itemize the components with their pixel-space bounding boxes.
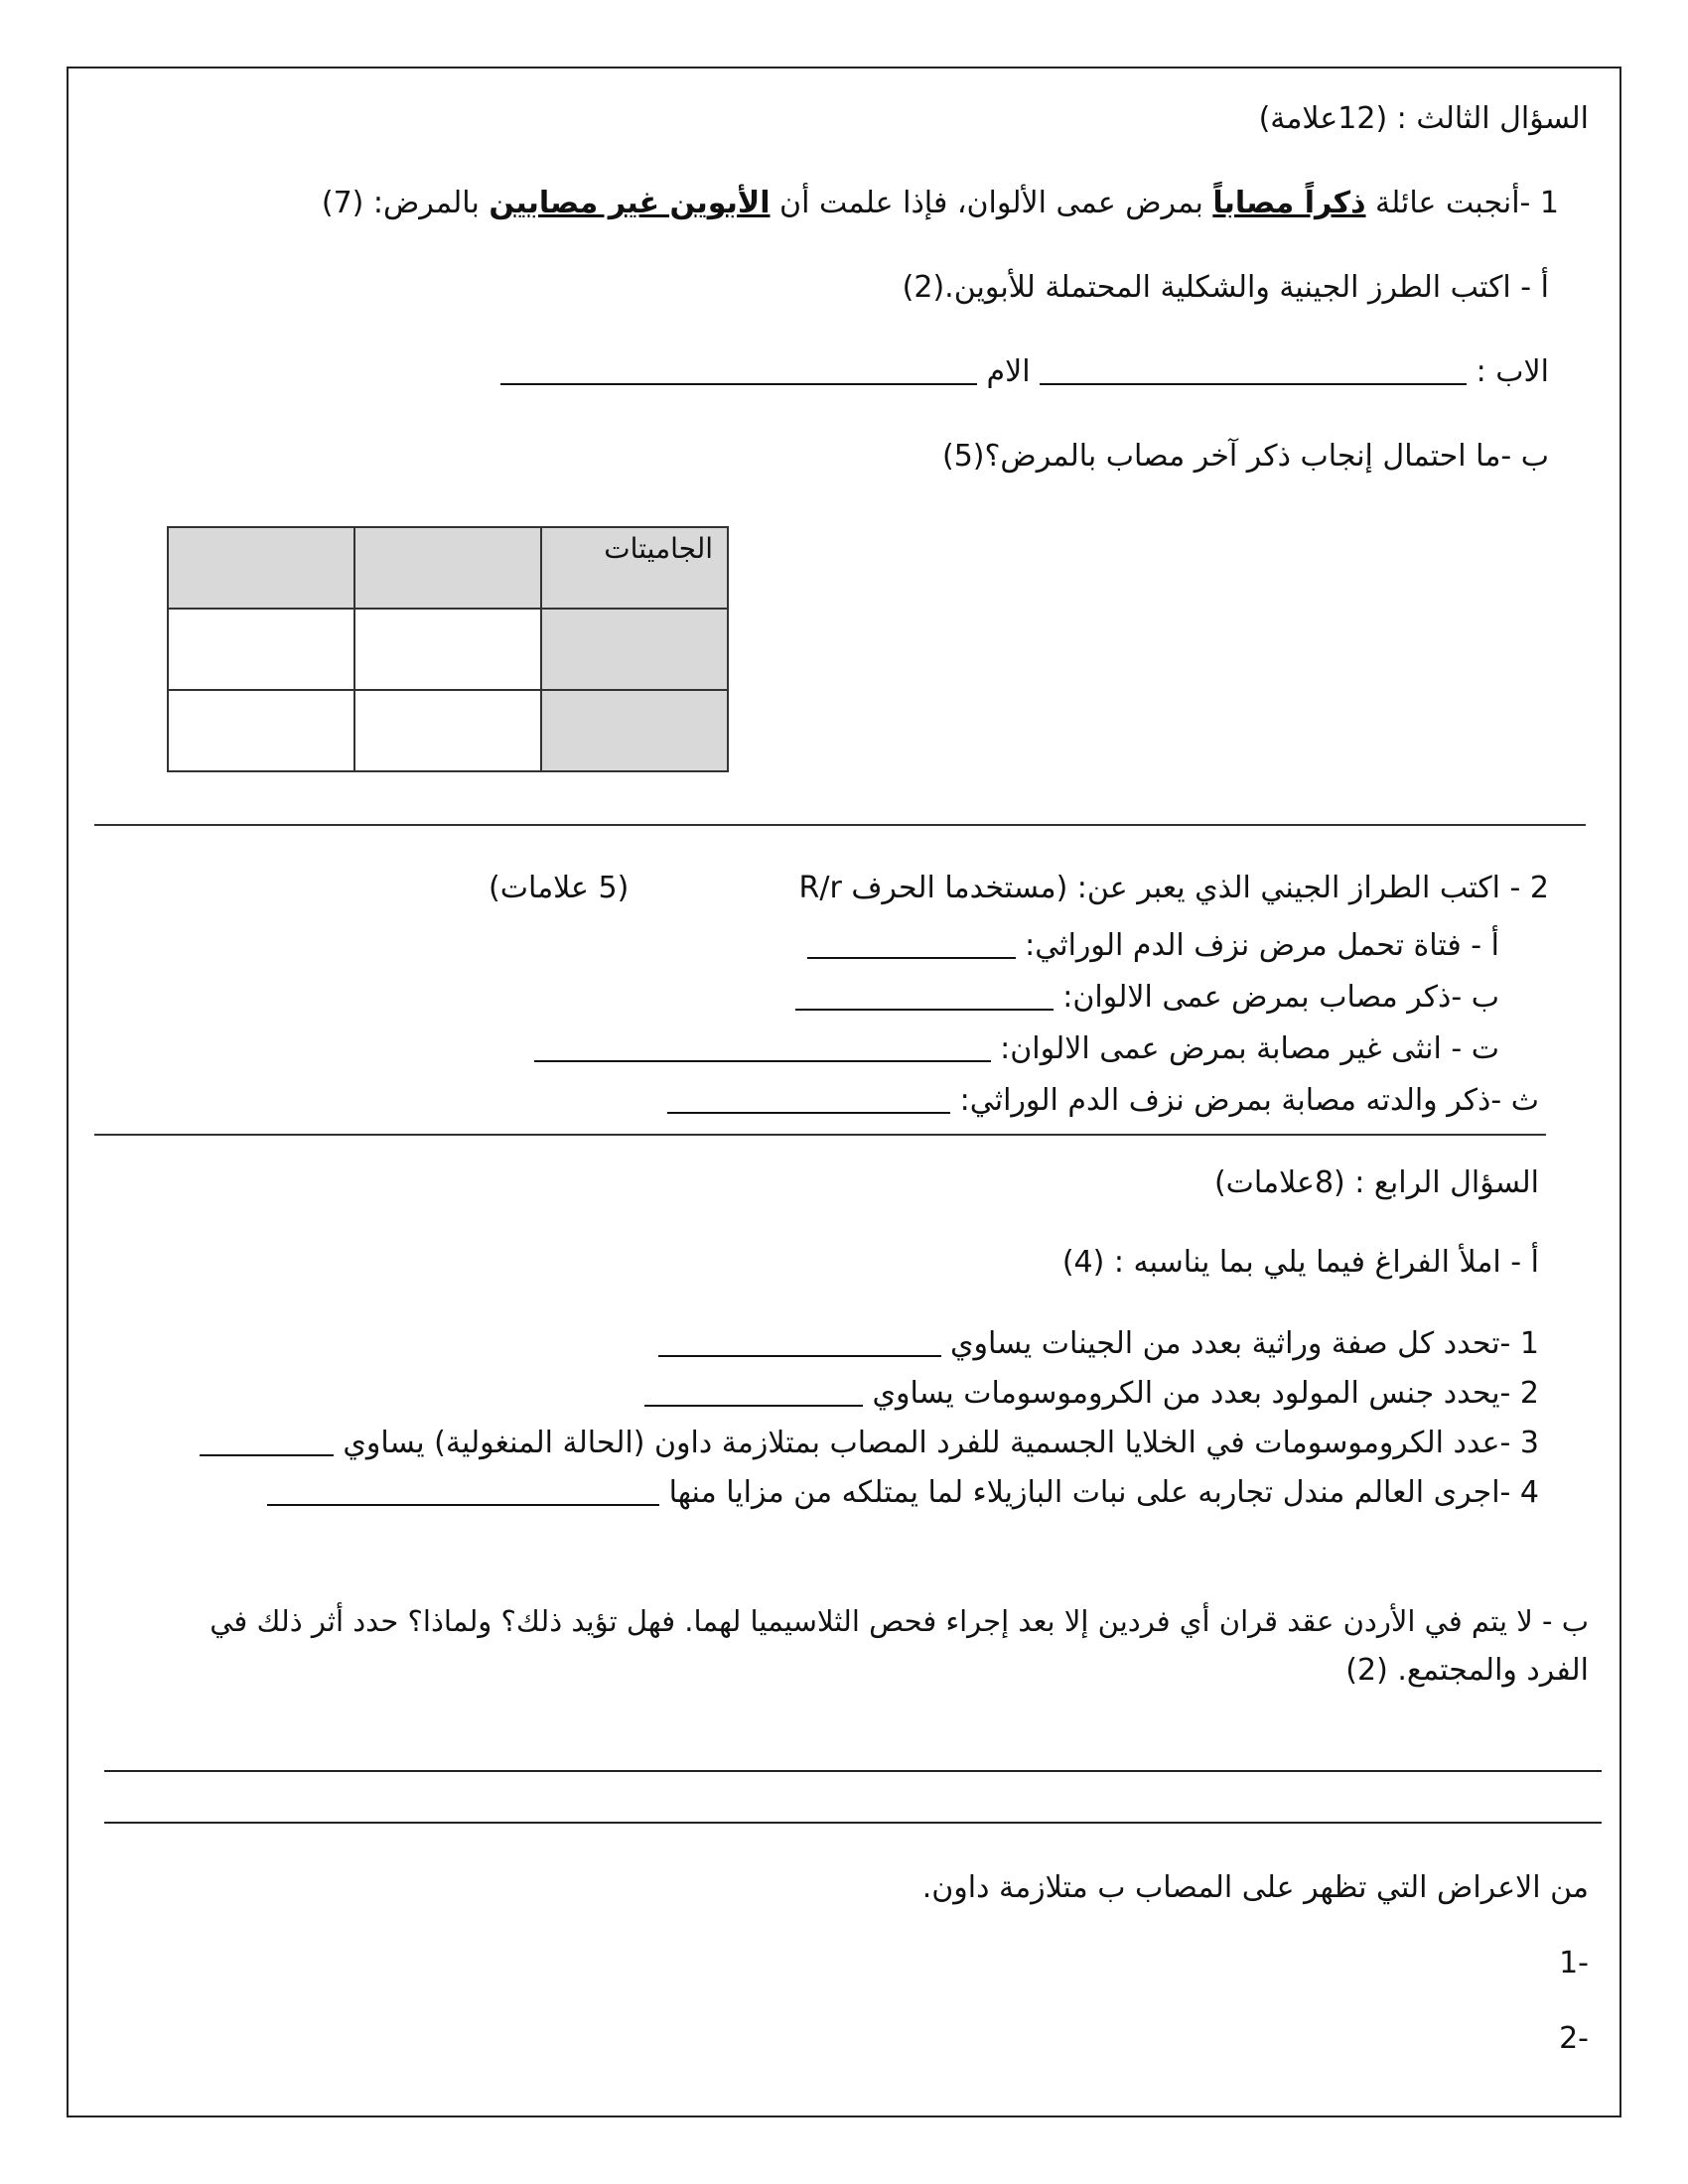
q4-fill-2-blank[interactable] bbox=[644, 1375, 863, 1407]
punnett-cell[interactable] bbox=[168, 609, 354, 690]
q3-item1-bold1: ذكراً مصاباً bbox=[1212, 186, 1366, 220]
punnett-row-header-cell[interactable] bbox=[541, 690, 728, 771]
q4-fill-1-text: 1 -تحدد كل صفة وراثية بعدد من الجينات يساوي bbox=[950, 1326, 1539, 1361]
item2-th bbox=[667, 1081, 1539, 1121]
punnett-header-cell[interactable] bbox=[354, 527, 541, 609]
q3-item1 bbox=[322, 184, 1559, 223]
symptom-1: -1 bbox=[1559, 1946, 1589, 1980]
q3-item1-suffix: بالمرض: (7) bbox=[321, 186, 490, 220]
father-answer-blank[interactable] bbox=[1040, 353, 1467, 385]
punnett-cell[interactable] bbox=[354, 609, 541, 690]
symptom-2: -2 bbox=[1559, 2021, 1589, 2056]
q3-item1-prefix: 1 -أنجبت عائلة bbox=[1365, 186, 1559, 220]
punnett-table bbox=[167, 526, 729, 772]
q3-item1-bold2: الأبوين غير مصابين bbox=[489, 186, 771, 220]
item2-b-blank[interactable] bbox=[795, 979, 1054, 1011]
q4-part-a: أ - املأ الفراغ فيما يلي بما يناسبه : (4) bbox=[1061, 1245, 1539, 1280]
q4-fill-3-blank[interactable] bbox=[200, 1425, 334, 1456]
item2-a-blank[interactable] bbox=[807, 927, 1016, 959]
q4-part-b-line2: الفرد والمجتمع. (2) bbox=[1345, 1653, 1589, 1688]
q4-fill-3 bbox=[200, 1424, 1539, 1463]
punnett-row-header-cell[interactable] bbox=[541, 609, 728, 690]
parents-genotype-row bbox=[500, 352, 1549, 392]
q4-fill-4-blank[interactable] bbox=[267, 1474, 659, 1506]
item2-a-text: أ - فتاة تحمل مرض نزف الدم الوراثي: bbox=[1025, 928, 1499, 963]
q3-part-b: ب -ما احتمال إنجاب ذكر آخر مصاب بالمرض؟(5) bbox=[941, 439, 1549, 474]
item2-b-text: ب -ذكر مصاب بمرض عمى الالوان: bbox=[1062, 980, 1499, 1015]
q4-part-b-line1: ب - لا يتم في الأردن عقد قران أي فردين إلا بعد إجراء فحص الثلاسيميا لهما. فهل تؤيد ذلك؟ ولماذا؟ حدد أثر ذلك في bbox=[210, 1604, 1589, 1638]
punnett-cell[interactable] bbox=[354, 690, 541, 771]
down-syndrome-symptoms: من الاعراض التي تظهر على المصاب ب متلازمة داون. bbox=[921, 1870, 1589, 1905]
item2-t bbox=[534, 1029, 1499, 1069]
section-divider bbox=[94, 824, 1586, 826]
q4-title: السؤال الرابع : (8علامات) bbox=[1213, 1165, 1539, 1200]
q3-item1-mid: بمرض عمى الألوان، فإذا علمت أن bbox=[770, 186, 1213, 220]
section-divider bbox=[94, 1134, 1546, 1136]
q4-fill-3-text: 3 -عدد الكروموسومات في الخلايا الجسمية للفرد المصاب بمتلازمة داون (الحالة المنغولية) يساوي bbox=[343, 1426, 1539, 1460]
item2-th-text: ث -ذكر والدته مصابة بمرض نزف الدم الوراثي: bbox=[959, 1083, 1539, 1118]
q4-fill-4-text: 4 -اجرى العالم مندل تجاربه على نبات البازيلاء لما يمتلكه من مزايا منها bbox=[668, 1475, 1539, 1510]
q4-fill-1-blank[interactable] bbox=[658, 1325, 941, 1357]
answer-line[interactable] bbox=[104, 1770, 1602, 1772]
punnett-cell[interactable] bbox=[168, 690, 354, 771]
item2-a bbox=[807, 926, 1499, 966]
q4-fill-2 bbox=[644, 1374, 1539, 1414]
q4-fill-1 bbox=[658, 1324, 1540, 1364]
mother-answer-blank[interactable] bbox=[500, 353, 977, 385]
q3-title: السؤال الثالث : (12علامة) bbox=[1258, 101, 1589, 136]
gametes-label: الجاميتات bbox=[604, 532, 713, 565]
answer-line[interactable] bbox=[104, 1822, 1602, 1824]
q4-fill-2-text: 2 -يحدد جنس المولود بعدد من الكروموسومات يساوي bbox=[872, 1376, 1539, 1411]
q3-part-a: أ - اكتب الطرز الجينية والشكلية المحتملة للأبوين.(2) bbox=[902, 270, 1549, 305]
mother-label: الام bbox=[986, 354, 1031, 389]
item2-marks: (5 علامات) bbox=[489, 871, 630, 905]
item2-th-blank[interactable] bbox=[667, 1082, 950, 1114]
punnett-header-cell[interactable] bbox=[168, 527, 354, 609]
q4-fill-4 bbox=[267, 1473, 1539, 1513]
father-label: الاب : bbox=[1476, 354, 1549, 389]
item2-title: 2 - اكتب الطراز الجيني الذي يعبر عن: (مستخدما الحرف R/r bbox=[798, 871, 1549, 905]
item2-t-text: ت - انثى غير مصابة بمرض عمى الالوان: bbox=[1000, 1031, 1499, 1066]
item2-b bbox=[795, 978, 1499, 1018]
gametes-header-cell bbox=[541, 527, 728, 609]
item2-t-blank[interactable] bbox=[534, 1030, 991, 1062]
